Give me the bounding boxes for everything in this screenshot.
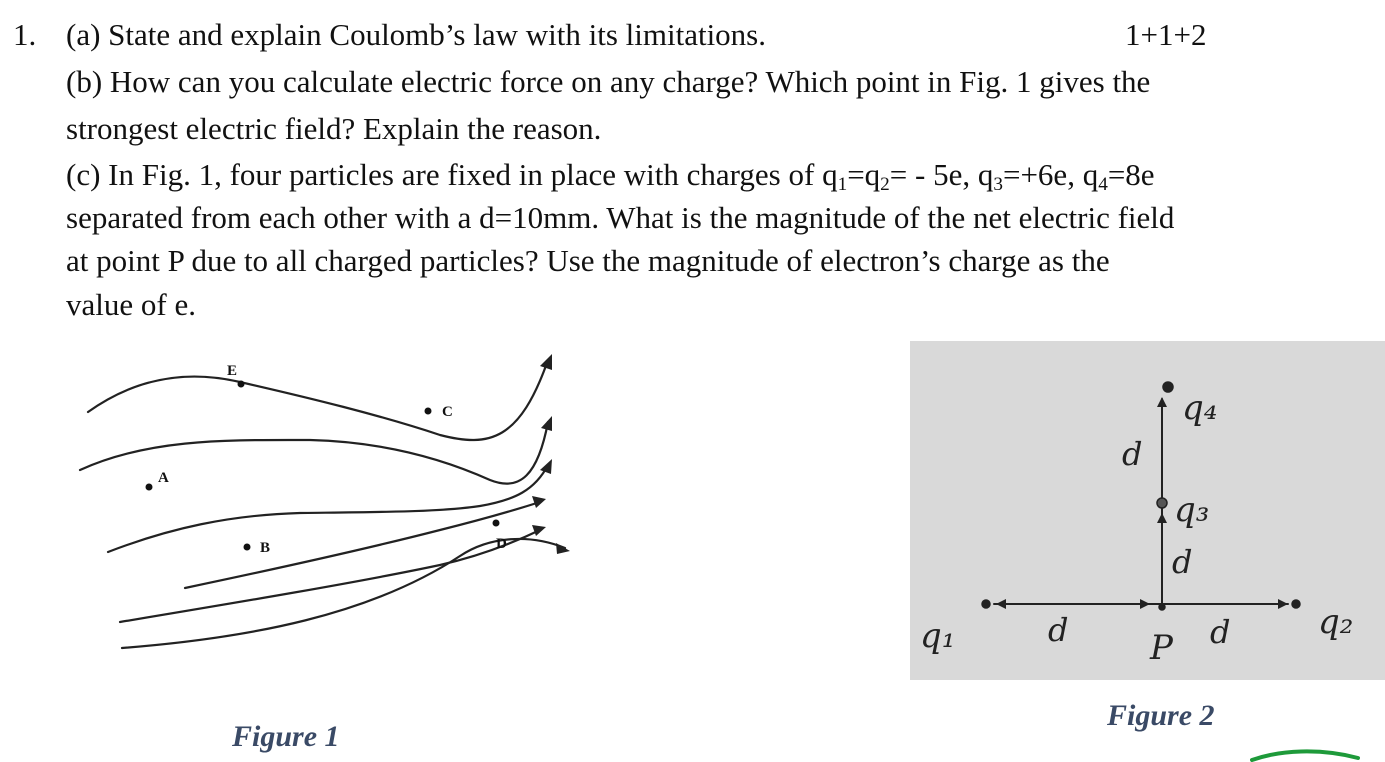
point-e-dot [238, 381, 245, 388]
green-pen-mark [1250, 744, 1360, 762]
field-line-2 [80, 422, 548, 484]
charge-eq-3: =+6e, q [1002, 157, 1099, 192]
point-b-dot [244, 544, 251, 551]
field-line-1 [88, 360, 548, 440]
point-e-label: E [227, 363, 238, 379]
charge-eq-1: =q [847, 157, 881, 192]
part-b-line-2: strongest electric field? Explain the reason. [66, 111, 602, 146]
arrowhead-6 [556, 543, 570, 554]
point-p-dot [1159, 604, 1165, 610]
point-b-label: B [260, 540, 271, 556]
figure-1-field-lines [60, 330, 620, 650]
label-d-left: d [1048, 611, 1069, 649]
part-a-text: (a) State and explain Coulomb’s law with its limitations. [66, 17, 766, 52]
part-c-line-4: value of e. [66, 287, 196, 322]
charge-eq-2: = - 5e, q [889, 157, 994, 192]
charge-eq-4: =8e [1107, 157, 1155, 192]
part-c-line-2: separated from each other with a d=10mm. What is the magnitude of the net electric field [66, 200, 1175, 235]
label-d-right: d [1210, 613, 1231, 651]
part-c-line-1-text: (c) In Fig. 1, four particles are fixed in place with charges of q [66, 157, 838, 192]
arrowhead-5 [532, 525, 546, 536]
question-number: 1. [13, 17, 37, 52]
subscript-4: 4 [1098, 173, 1108, 195]
arrowhead-3 [540, 459, 552, 474]
point-a-dot [146, 484, 153, 491]
part-c-line-1 [66, 154, 1155, 196]
part-c-line-3: at point P due to all charged particles? Use the magnitude of electron’s charge as the [66, 243, 1110, 278]
arrowhead-1 [540, 354, 552, 370]
arrowhead-2 [541, 416, 552, 431]
label-d-vertical-upper: d [1122, 435, 1143, 473]
label-q2: q₂ [1318, 602, 1354, 642]
field-line-6 [122, 539, 565, 648]
subscript-3: 3 [993, 173, 1003, 195]
charge-q1-dot [982, 600, 990, 608]
label-d-vertical-lower: d [1172, 543, 1193, 581]
subscript-2: 2 [880, 173, 890, 195]
part-b-line-1: (b) How can you calculate electric force on any charge? Which point in Fig. 1 gives the [66, 64, 1151, 99]
label-p: P [1150, 628, 1173, 668]
subscript-1: 1 [837, 173, 848, 195]
point-d-dot [493, 520, 500, 527]
label-q1: q₁ [920, 616, 956, 656]
figure-2-charge-diagram [910, 341, 1385, 680]
charge-q2-dot [1292, 600, 1300, 608]
point-a-label: A [158, 470, 169, 486]
point-c-dot [425, 408, 432, 415]
charge-q4-dot [1163, 382, 1173, 392]
field-line-4 [185, 502, 540, 588]
marks-allocation: 1+1+2 [1125, 17, 1207, 52]
field-line-5 [120, 530, 540, 622]
figure-2-caption: Figure 2 [1107, 699, 1215, 732]
label-q3: q₃ [1174, 490, 1210, 530]
arrowhead-4 [532, 496, 546, 508]
point-c-label: C [442, 404, 453, 420]
point-d-label: D [496, 536, 507, 552]
field-line-3 [108, 465, 548, 552]
figure-2-background [910, 341, 1385, 680]
charge-q3-dot [1157, 498, 1167, 508]
label-q4: q₄ [1182, 388, 1218, 428]
figure-1-caption: Figure 1 [232, 720, 340, 753]
